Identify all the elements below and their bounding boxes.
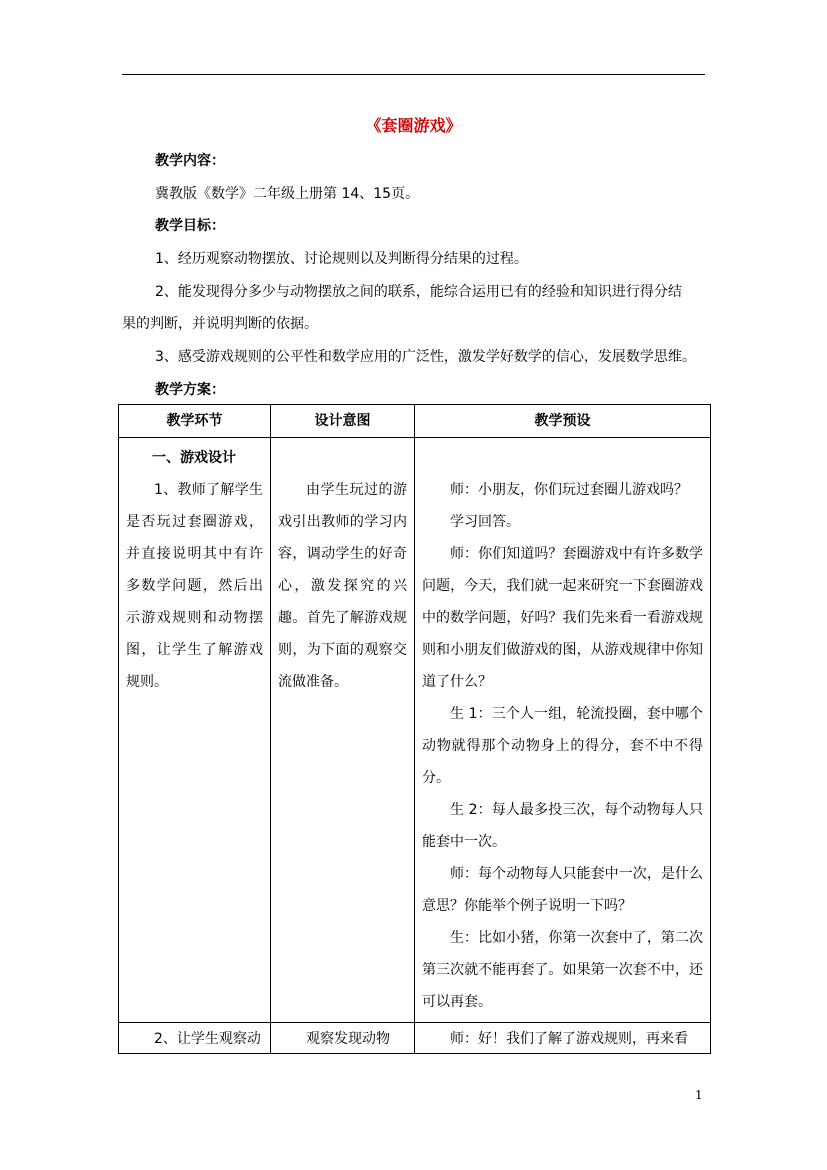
- header-rule: [122, 74, 705, 75]
- goals-heading: 教学目标：: [155, 218, 225, 234]
- document-title: 《套圈游戏》: [365, 116, 462, 135]
- table-row: [119, 1023, 711, 1054]
- preset-line: 师：你们知道吗？套圈游戏中有许多数学问题，今天，我们就一起来研究一下套圈游戏中的数学问题，好吗？我们先来看一看游戏规则和小朋友们做游戏的图，从游戏规律中你知道了什么？: [422, 546, 703, 690]
- intent-text: 由学生玩过的游戏引出教师的学习内容，调动学生的好奇心，激发探究的兴趣。首先了解游戏规则，为下面的观察交流做准备。: [278, 482, 407, 690]
- table-header-row: [119, 405, 711, 438]
- header-intent: 设计意图: [271, 405, 415, 438]
- header-step: 教学环节: [119, 405, 271, 438]
- intent-text: 观察发现动物: [306, 1031, 390, 1047]
- section-title: 一、游戏设计: [152, 450, 236, 466]
- cell-step: [119, 1023, 271, 1054]
- goal-item: 3、感受游戏规则的公平性和数学应用的广泛性，激发学好数学的信心，发展数学思维。: [155, 349, 696, 365]
- cell-intent: [271, 1023, 415, 1054]
- header-preset: 教学预设: [415, 405, 711, 438]
- step-text: 1、教师了解学生是否玩过套圈游戏，并直接说明其中有许多数学问题，然后出示游戏规则和动物摆图，让学生了解游戏规则。: [126, 482, 263, 690]
- preset-line: 生 2：每人最多投三次，每个动物每人只能套中一次。: [422, 802, 703, 850]
- preset-line: 生：比如小猪，你第一次套中了，第二次第三次就不能再套了。如果第一次套不中，还可以再套。: [422, 930, 703, 1010]
- preset-line: 学习回答。: [450, 514, 520, 530]
- cell-preset: [415, 438, 711, 1023]
- goal-item: 2、能发现得分多少与动物摆放之间的联系，能综合运用已有的经验和知识进行得分结: [155, 284, 682, 300]
- cell-intent: [271, 438, 415, 1023]
- content-text: 冀教版《数学》二年级上册第 14、15页。: [155, 186, 420, 202]
- preset-line: 师：好！我们了解了游戏规则，再来看: [450, 1031, 688, 1047]
- goal-item: 1、经历观察动物摆放、讨论规则以及判断得分结果的过程。: [155, 251, 528, 267]
- cell-step: [119, 438, 271, 1023]
- goal-item-continued: 果的判断，并说明判断的依据。: [122, 316, 318, 332]
- cell-preset: [415, 1023, 711, 1054]
- preset-line: 师：小朋友，你们玩过套圈儿游戏吗？: [450, 482, 688, 498]
- teaching-plan-table: [118, 404, 711, 1054]
- table-row: [119, 438, 711, 1023]
- content-heading: 教学内容：: [155, 153, 225, 169]
- plan-heading: 教学方案：: [155, 382, 225, 398]
- page-number: 1: [695, 1088, 703, 1102]
- step-text: 2、让学生观察动: [154, 1031, 261, 1047]
- preset-line: 师：每个动物每人只能套中一次，是什么意思？你能举个例子说明一下吗？: [422, 866, 703, 914]
- preset-line: 生 1：三个人一组，轮流投圈，套中哪个动物就得那个动物身上的得分，套不中不得分。: [422, 706, 703, 786]
